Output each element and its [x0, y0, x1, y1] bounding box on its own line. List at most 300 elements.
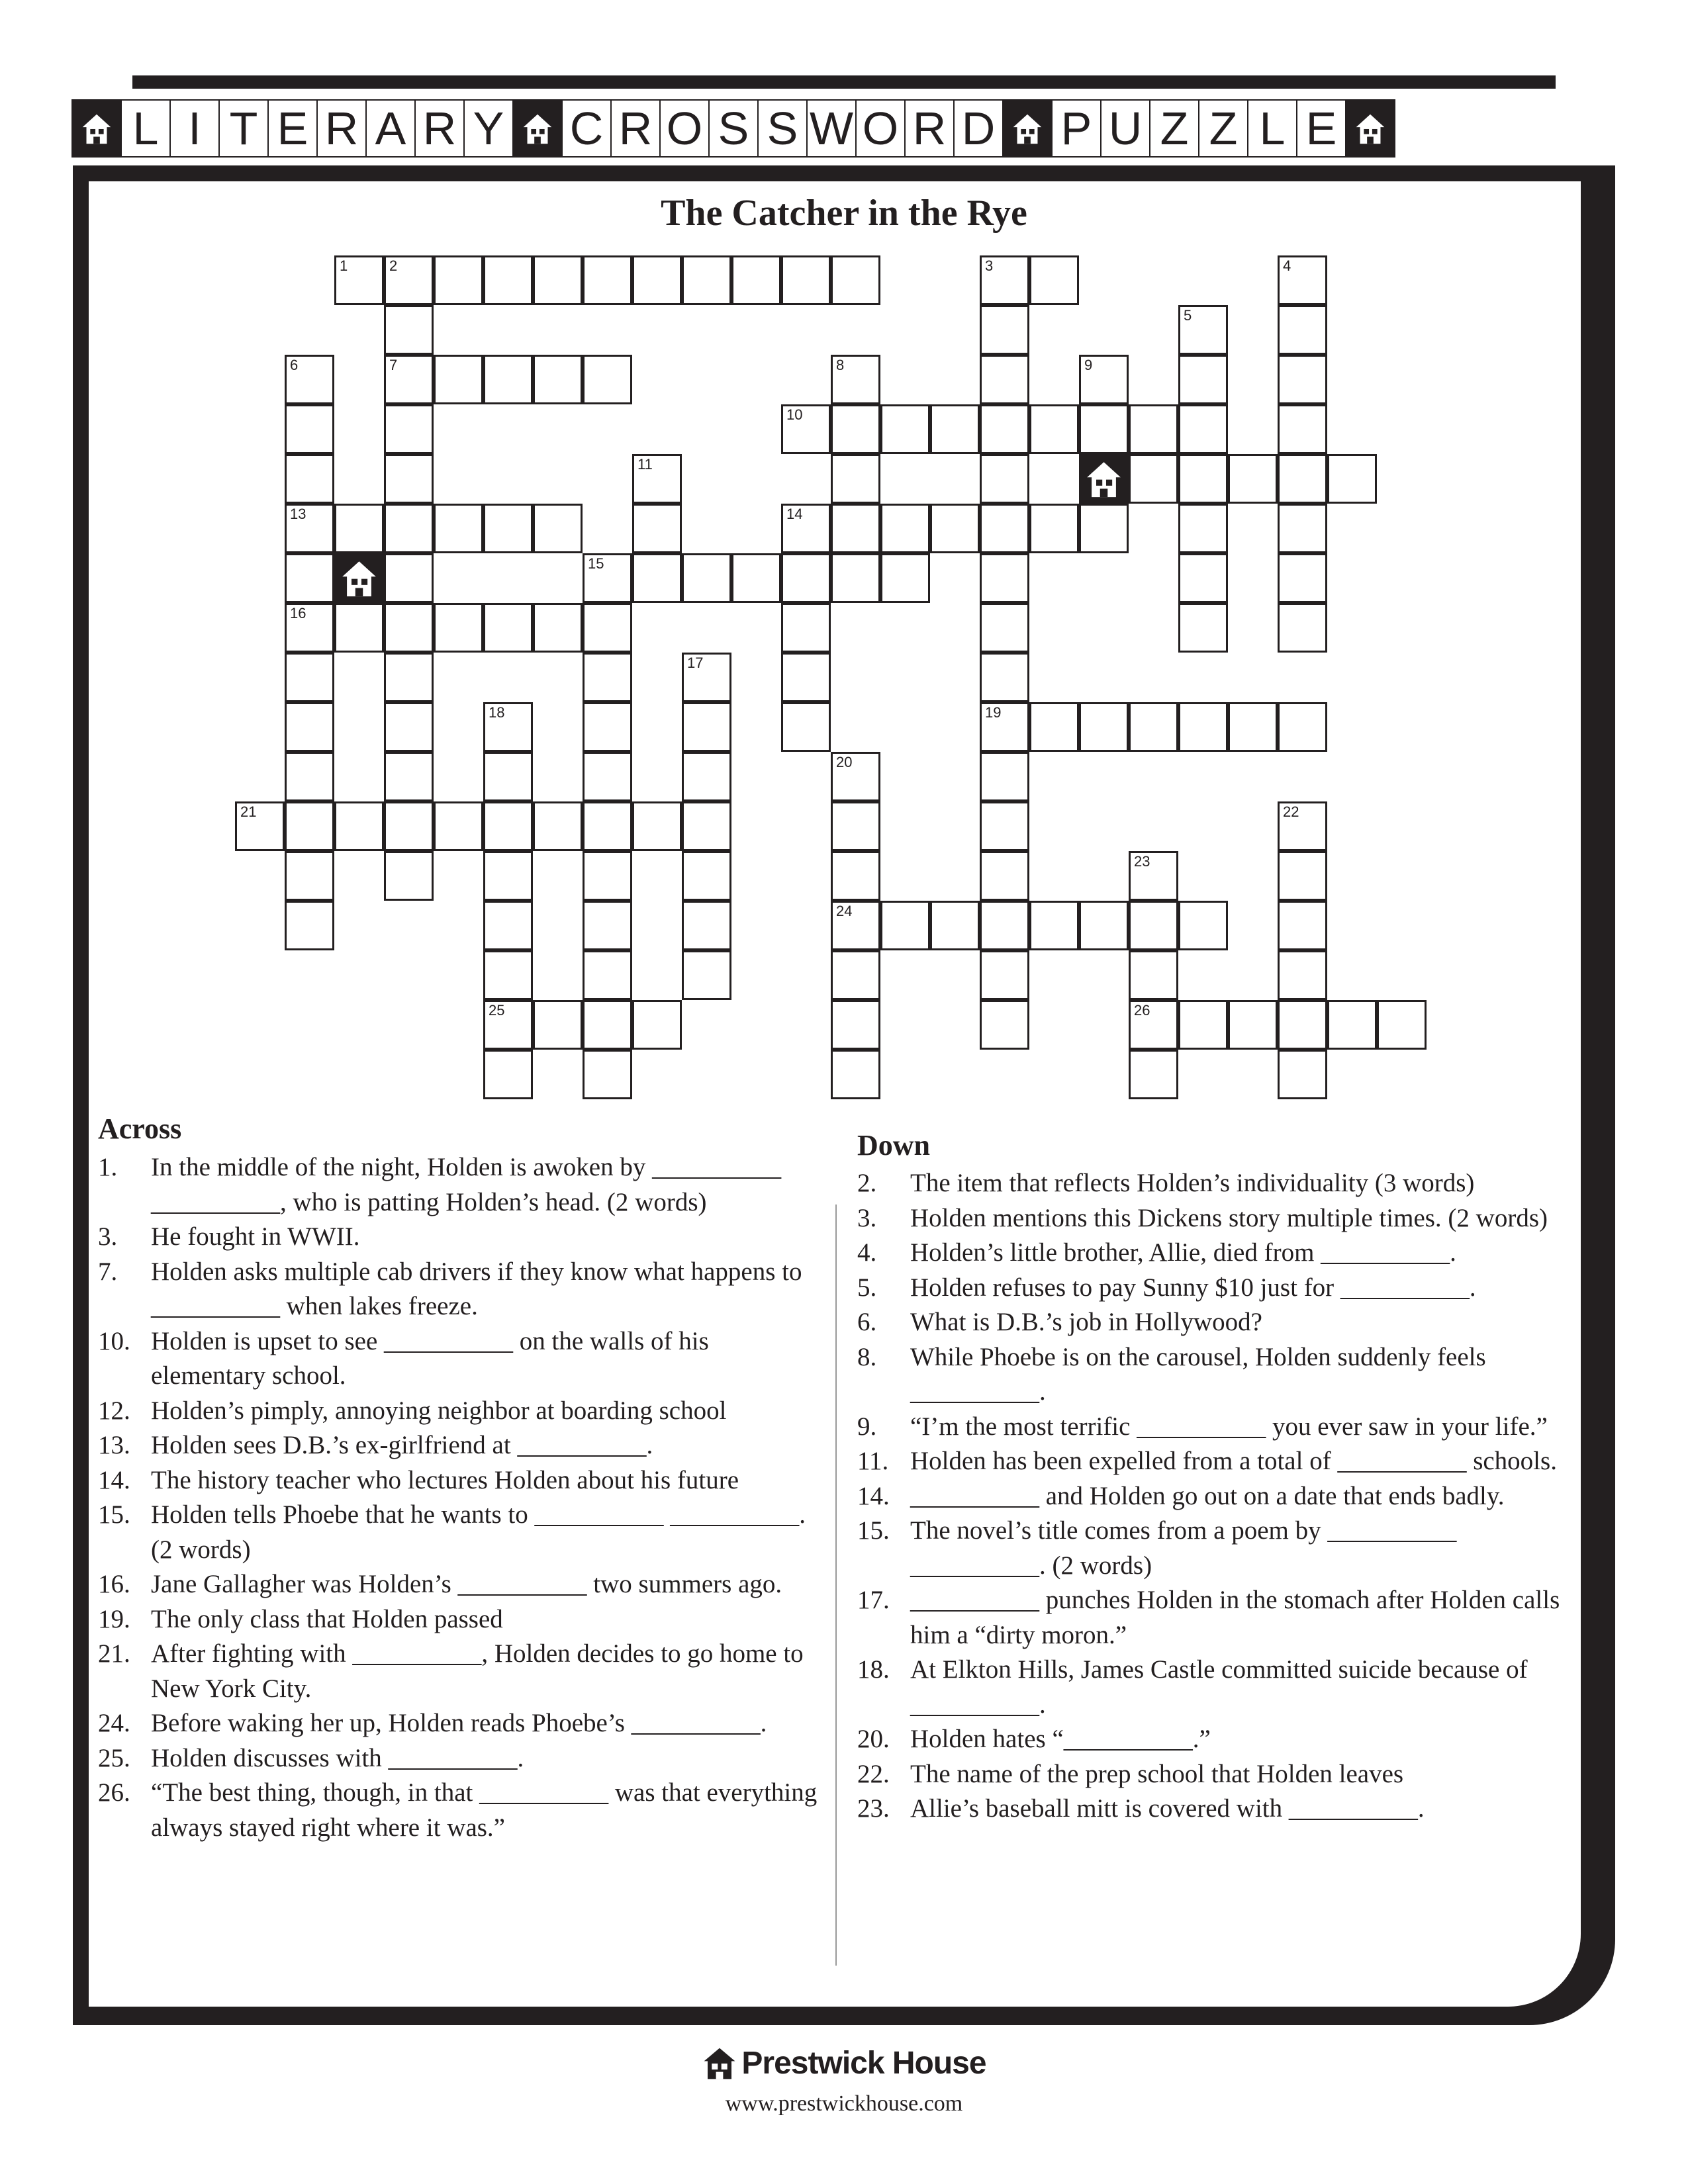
clue-number: 17	[687, 655, 704, 671]
banner-letter: L	[1247, 99, 1297, 158]
down-clue	[857, 1305, 1585, 1340]
grid-cell[interactable]	[1029, 255, 1079, 305]
grid-cell[interactable]	[1178, 454, 1228, 504]
grid-cell[interactable]	[831, 801, 880, 851]
clue-number: 5	[1184, 307, 1192, 324]
grid-cell[interactable]	[285, 801, 334, 851]
grid-cell[interactable]	[1079, 702, 1129, 752]
down-clue	[857, 1722, 1585, 1757]
banner-letter: O	[855, 99, 906, 158]
down-clue	[857, 1514, 1585, 1583]
clue-text: The history teacher who lectures Holden about his future	[151, 1465, 739, 1494]
grid-cell[interactable]	[980, 504, 1029, 553]
puzzle-title: The Catcher in the Rye	[661, 193, 1027, 234]
down-heading: Down	[857, 1129, 931, 1161]
grid-cell[interactable]	[731, 553, 781, 603]
grid-cell[interactable]	[980, 305, 1029, 355]
clue-text: Holden has been expelled from a total of __________ schools.	[910, 1447, 1557, 1475]
grid-cell[interactable]	[384, 603, 434, 653]
grid-cell[interactable]	[583, 255, 632, 305]
grid-cell[interactable]	[384, 504, 434, 553]
grid-cell[interactable]	[980, 901, 1029, 950]
across-clue	[98, 1602, 820, 1637]
grid-cell[interactable]	[483, 504, 533, 553]
clue-text: Holden tells Phoebe that he wants to __________ __________. (2 words)	[151, 1500, 806, 1564]
clue-number: 2	[389, 257, 398, 274]
footer-brand: Prestwick House	[741, 2046, 986, 2081]
grid-cell[interactable]	[1129, 454, 1178, 504]
grid-cell[interactable]	[781, 553, 831, 603]
grid-cell[interactable]	[632, 1000, 682, 1050]
prestwick-house-icon	[702, 2046, 737, 2081]
banner-letter: P	[1051, 99, 1102, 158]
grid-cell[interactable]	[483, 603, 533, 653]
banner-letter: Z	[1149, 99, 1199, 158]
grid-cell[interactable]	[831, 454, 880, 504]
grid-cell[interactable]	[781, 603, 831, 653]
grid-cell[interactable]	[831, 255, 880, 305]
down-clue	[857, 1236, 1585, 1271]
clue-text: After fighting with __________, Holden decides to go home to New York City.	[151, 1639, 804, 1703]
banner-letter: R	[316, 99, 367, 158]
clue-number: 1	[340, 257, 348, 274]
clue-number: 15	[588, 555, 604, 572]
grid-cell[interactable]	[434, 355, 483, 404]
grid-cell[interactable]	[980, 702, 1029, 752]
grid-cell[interactable]	[583, 355, 632, 404]
grid-cell[interactable]	[483, 851, 533, 901]
grid-cell[interactable]	[980, 454, 1029, 504]
grid-cell[interactable]	[831, 752, 880, 801]
clue-number-label: 5.	[857, 1273, 877, 1302]
clue-text: Holden hates “__________.”	[910, 1725, 1211, 1753]
grid-cell[interactable]	[384, 305, 434, 355]
across-clue	[98, 1394, 820, 1429]
grid-cell[interactable]	[1178, 404, 1228, 454]
clue-number: 9	[1084, 357, 1093, 373]
grid-cell[interactable]	[1029, 404, 1079, 454]
grid-cell[interactable]	[533, 801, 583, 851]
clue-number-label: 13.	[98, 1431, 130, 1459]
grid-cell[interactable]	[1278, 355, 1327, 404]
clue-number: 23	[1134, 853, 1150, 870]
banner-letter: E	[267, 99, 318, 158]
grid-cell[interactable]	[583, 603, 632, 653]
clue-number-label: 21.	[98, 1639, 130, 1668]
grid-cell[interactable]	[1129, 1000, 1178, 1050]
grid-cell[interactable]	[285, 355, 334, 404]
grid-cell[interactable]	[583, 1000, 632, 1050]
grid-cell[interactable]	[781, 702, 831, 752]
grid-cell[interactable]	[1129, 901, 1178, 950]
grid-cell[interactable]	[831, 901, 880, 950]
grid-cell[interactable]	[1278, 404, 1327, 454]
grid-cell[interactable]	[980, 603, 1029, 653]
grid-cell[interactable]	[980, 1000, 1029, 1050]
grid-cell[interactable]	[384, 553, 434, 603]
grid-cell[interactable]	[1278, 1000, 1327, 1050]
grid-cell[interactable]	[384, 404, 434, 454]
grid-cell[interactable]	[1129, 1050, 1178, 1099]
prestwick-house-icon	[1079, 454, 1129, 504]
across-clue	[98, 1498, 820, 1567]
grid-cell[interactable]	[930, 504, 980, 553]
grid-cell[interactable]	[483, 255, 533, 305]
clue-number: 10	[786, 406, 803, 423]
grid-cell[interactable]	[483, 950, 533, 1000]
banner-letter: W	[806, 99, 857, 158]
grid-cell[interactable]	[434, 603, 483, 653]
grid-cell[interactable]	[731, 255, 781, 305]
grid-cell[interactable]	[1278, 305, 1327, 355]
grid-cell[interactable]	[483, 901, 533, 950]
grid-cell[interactable]	[334, 255, 384, 305]
grid-cell[interactable]	[1029, 504, 1079, 553]
grid-cell[interactable]	[1327, 1000, 1377, 1050]
clue-text: Holden’s pimply, annoying neighbor at boarding school	[151, 1396, 727, 1425]
clue-text: Holden sees D.B.’s ex-girlfriend at __________.	[151, 1431, 653, 1459]
banner-letter: T	[218, 99, 269, 158]
clue-number-label: 7.	[98, 1257, 118, 1286]
down-clue	[857, 1653, 1585, 1722]
down-clue	[857, 1444, 1585, 1479]
grid-cell[interactable]	[583, 553, 632, 603]
clue-text: “I’m the most terrific __________ you ever saw in your life.”	[910, 1412, 1548, 1441]
grid-cell[interactable]	[384, 801, 434, 851]
clue-text: He fought in WWII.	[151, 1222, 360, 1251]
grid-cell[interactable]	[384, 702, 434, 752]
grid-cell[interactable]	[334, 801, 384, 851]
grid-cell[interactable]	[334, 504, 384, 553]
grid-cell[interactable]	[1228, 454, 1278, 504]
clue-text: The name of the prep school that Holden leaves	[910, 1759, 1404, 1788]
banner-letter: L	[120, 99, 171, 158]
grid-cell[interactable]	[980, 950, 1029, 1000]
grid-cell[interactable]	[533, 1000, 583, 1050]
banner-letter: U	[1100, 99, 1150, 158]
grid-cell[interactable]	[583, 801, 632, 851]
grid-cell[interactable]	[632, 504, 682, 553]
grid-cell[interactable]	[831, 851, 880, 901]
across-clue	[98, 1324, 820, 1394]
grid-cell[interactable]	[384, 851, 434, 901]
down-clue	[857, 1410, 1585, 1445]
clue-number: 7	[389, 357, 398, 373]
grid-cell[interactable]	[1079, 404, 1129, 454]
grid-cell[interactable]	[682, 702, 731, 752]
grid-cell[interactable]	[285, 851, 334, 901]
grid-cell[interactable]	[781, 404, 831, 454]
grid-cell[interactable]	[1178, 553, 1228, 603]
grid-cell[interactable]	[930, 901, 980, 950]
banner-letter: D	[953, 99, 1004, 158]
grid-cell[interactable]	[235, 801, 285, 851]
banner-letter: Z	[1198, 99, 1248, 158]
clue-text: Holden refuses to pay Sunny $10 just for __________.	[910, 1273, 1476, 1302]
grid-cell[interactable]	[285, 553, 334, 603]
grid-cell[interactable]	[285, 702, 334, 752]
grid-cell[interactable]	[1178, 355, 1228, 404]
grid-cell[interactable]	[880, 404, 930, 454]
grid-cell[interactable]	[1178, 305, 1228, 355]
grid-cell[interactable]	[1178, 603, 1228, 653]
grid-cell[interactable]	[285, 504, 334, 553]
across-clue	[98, 1567, 820, 1602]
grid-cell[interactable]	[583, 901, 632, 950]
clue-text: In the middle of the night, Holden is awoken by __________ __________, who is patting Holden’s head. (2 words)	[151, 1153, 782, 1216]
grid-cell[interactable]	[682, 801, 731, 851]
grid-cell[interactable]	[1377, 1000, 1427, 1050]
footer-logo[interactable]	[0, 2045, 1688, 2085]
grid-cell[interactable]	[533, 504, 583, 553]
grid-cell[interactable]	[434, 255, 483, 305]
grid-cell[interactable]	[285, 404, 334, 454]
clue-text: The novel’s title comes from a poem by __________ __________. (2 words)	[910, 1516, 1457, 1580]
clue-number-label: 4.	[857, 1238, 877, 1267]
grid-cell[interactable]	[1178, 1000, 1228, 1050]
grid-cell[interactable]	[384, 454, 434, 504]
grid-cell[interactable]	[583, 851, 632, 901]
grid-cell[interactable]	[1178, 702, 1228, 752]
grid-cell[interactable]	[1129, 404, 1178, 454]
clue-number-label: 6.	[857, 1308, 877, 1336]
clue-number-label: 25.	[98, 1743, 130, 1772]
grid-cell[interactable]	[285, 603, 334, 653]
clue-number: 25	[489, 1002, 505, 1019]
clue-number-label: 10.	[98, 1326, 130, 1355]
grid-cell[interactable]	[980, 355, 1029, 404]
clue-text: What is D.B.’s job in Hollywood?	[910, 1308, 1262, 1336]
grid-cell[interactable]	[980, 851, 1029, 901]
banner-letter: Y	[463, 99, 514, 158]
grid-cell[interactable]	[285, 454, 334, 504]
clue-text: “The best thing, though, in that __________ was that everything always stayed right where it was.”	[151, 1778, 818, 1842]
grid-cell[interactable]	[682, 851, 731, 901]
grid-cell[interactable]	[285, 901, 334, 950]
clue-number-label: 17.	[857, 1586, 890, 1614]
clue-number: 22	[1283, 803, 1299, 820]
grid-cell[interactable]	[880, 504, 930, 553]
clue-number-label: 18.	[857, 1655, 890, 1684]
banner-letter: O	[659, 99, 710, 158]
grid-cell[interactable]	[1278, 851, 1327, 901]
grid-cell[interactable]	[1278, 901, 1327, 950]
grid-cell[interactable]	[583, 702, 632, 752]
grid-cell[interactable]	[1178, 504, 1228, 553]
clue-text: Jane Gallagher was Holden’s __________ two summers ago.	[151, 1570, 782, 1598]
clue-number: 21	[240, 803, 257, 820]
across-clue	[98, 1741, 820, 1776]
grid-cell[interactable]	[632, 553, 682, 603]
grid-cell[interactable]	[1079, 901, 1129, 950]
grid-cell[interactable]	[1079, 355, 1129, 404]
grid-cell[interactable]	[483, 702, 533, 752]
grid-cell[interactable]	[1178, 901, 1228, 950]
grid-cell[interactable]	[533, 603, 583, 653]
clue-text: Holden asks multiple cab drivers if they know what happens to __________ when lakes freeze.	[151, 1257, 802, 1320]
grid-cell[interactable]	[1278, 553, 1327, 603]
grid-cell[interactable]	[1278, 1050, 1327, 1099]
grid-cell[interactable]	[384, 752, 434, 801]
grid-cell[interactable]	[831, 1000, 880, 1050]
grid-cell[interactable]	[1327, 454, 1377, 504]
grid-cell[interactable]	[1278, 702, 1327, 752]
prestwick-house-icon	[334, 553, 384, 603]
across-clue	[98, 1706, 820, 1741]
grid-cell[interactable]	[1278, 801, 1327, 851]
grid-cell[interactable]	[980, 653, 1029, 702]
down-clue	[857, 1271, 1585, 1306]
grid-cell[interactable]	[980, 255, 1029, 305]
clue-number-label: 11.	[857, 1447, 889, 1475]
clue-number: 14	[786, 506, 803, 522]
grid-cell[interactable]	[831, 404, 880, 454]
down-clue	[857, 1757, 1585, 1792]
clue-number-label: 23.	[857, 1794, 890, 1823]
clue-number-label: 1.	[98, 1153, 118, 1181]
grid-cell[interactable]	[632, 255, 682, 305]
grid-cell[interactable]	[682, 901, 731, 950]
grid-cell[interactable]	[583, 653, 632, 702]
grid-cell[interactable]	[781, 653, 831, 702]
grid-cell[interactable]	[533, 255, 583, 305]
across-clue	[98, 1463, 820, 1498]
down-clue	[857, 1166, 1585, 1201]
clue-number: 18	[489, 704, 505, 721]
across-heading: Across	[98, 1113, 182, 1145]
down-clue-list	[857, 1166, 1585, 1827]
clue-text: __________ punches Holden in the stomach after Holden calls him a “dirty moron.”	[910, 1586, 1560, 1649]
grid-cell[interactable]	[1129, 851, 1178, 901]
down-clue	[857, 1479, 1585, 1514]
clue-number: 26	[1134, 1002, 1150, 1019]
clue-number-label: 19.	[98, 1604, 130, 1633]
grid-cell[interactable]	[880, 553, 930, 603]
grid-cell[interactable]	[583, 752, 632, 801]
grid-cell[interactable]	[483, 1000, 533, 1050]
grid-cell[interactable]	[1228, 702, 1278, 752]
grid-cell[interactable]	[285, 653, 334, 702]
clue-number: 11	[637, 456, 653, 473]
grid-cell[interactable]	[831, 553, 880, 603]
grid-cell[interactable]	[682, 553, 731, 603]
grid-cell[interactable]	[1228, 1000, 1278, 1050]
grid-cell[interactable]	[1129, 950, 1178, 1000]
grid-cell[interactable]	[533, 355, 583, 404]
across-clue-list	[98, 1150, 820, 1845]
grid-cell[interactable]	[1029, 901, 1079, 950]
clue-text: At Elkton Hills, James Castle committed suicide because of __________.	[910, 1655, 1528, 1719]
clue-number-label: 20.	[857, 1725, 890, 1753]
grid-cell[interactable]	[831, 1050, 880, 1099]
banner-letter: S	[757, 99, 808, 158]
column-divider	[835, 1205, 837, 1966]
grid-cell[interactable]	[980, 404, 1029, 454]
grid-cell[interactable]	[880, 901, 930, 950]
grid-cell[interactable]	[1278, 454, 1327, 504]
grid-cell[interactable]	[483, 355, 533, 404]
grid-cell[interactable]	[682, 752, 731, 801]
clue-number: 8	[836, 357, 845, 373]
grid-cell[interactable]	[583, 1050, 632, 1099]
clue-number-label: 9.	[857, 1412, 877, 1441]
grid-cell[interactable]	[682, 950, 731, 1000]
banner-letter: E	[1296, 99, 1346, 158]
clue-number-label: 12.	[98, 1396, 130, 1425]
grid-cell[interactable]	[483, 1050, 533, 1099]
clue-text: While Phoebe is on the carousel, Holden suddenly feels __________.	[910, 1342, 1486, 1406]
grid-cell[interactable]	[1278, 603, 1327, 653]
grid-cell[interactable]	[384, 355, 434, 404]
clue-text: The only class that Holden passed	[151, 1604, 503, 1633]
grid-cell[interactable]	[980, 553, 1029, 603]
grid-cell[interactable]	[831, 504, 880, 553]
grid-cell[interactable]	[1079, 504, 1129, 553]
grid-cell[interactable]	[682, 653, 731, 702]
grid-cell[interactable]	[1278, 950, 1327, 1000]
grid-cell[interactable]	[483, 801, 533, 851]
banner-letter: A	[365, 99, 416, 158]
grid-cell[interactable]	[831, 950, 880, 1000]
grid-cell[interactable]	[980, 801, 1029, 851]
clue-number: 6	[290, 357, 299, 373]
grid-cell[interactable]	[434, 801, 483, 851]
clue-number-label: 22.	[857, 1759, 890, 1788]
grid-cell[interactable]	[1278, 255, 1327, 305]
grid-cell[interactable]	[285, 752, 334, 801]
down-clue	[857, 1340, 1585, 1410]
clue-number: 16	[290, 605, 306, 621]
clue-number-label: 2.	[857, 1169, 877, 1197]
banner-letter: R	[610, 99, 661, 158]
clue-text: Holden mentions this Dickens story multiple times. (2 words)	[910, 1203, 1548, 1232]
grid-cell[interactable]	[781, 504, 831, 553]
grid-cell[interactable]	[583, 950, 632, 1000]
grid-cell[interactable]	[682, 255, 731, 305]
banner-letter: S	[708, 99, 759, 158]
grid-cell[interactable]	[483, 752, 533, 801]
across-clue	[98, 1428, 820, 1463]
across-clue	[98, 1637, 820, 1706]
clue-number-label: 26.	[98, 1778, 130, 1807]
grid-cell[interactable]	[434, 504, 483, 553]
grid-cell[interactable]	[781, 255, 831, 305]
clue-number-label: 15.	[98, 1500, 130, 1529]
clue-number: 20	[836, 754, 853, 770]
across-clue	[98, 1255, 820, 1324]
grid-cell[interactable]	[632, 454, 682, 504]
grid-cell[interactable]	[1029, 702, 1079, 752]
clue-number-label: 15.	[857, 1516, 890, 1545]
across-clue	[98, 1220, 820, 1255]
grid-cell[interactable]	[1129, 702, 1178, 752]
grid-cell[interactable]	[334, 603, 384, 653]
grid-cell[interactable]	[1278, 504, 1327, 553]
grid-cell[interactable]	[384, 653, 434, 702]
grid-cell[interactable]	[930, 404, 980, 454]
grid-cell[interactable]	[831, 355, 880, 404]
grid-cell[interactable]	[384, 255, 434, 305]
clue-number-label: 3.	[98, 1222, 118, 1251]
across-clue	[98, 1150, 820, 1220]
clue-number: 24	[836, 903, 853, 919]
grid-cell[interactable]	[980, 752, 1029, 801]
grid-cell[interactable]	[632, 801, 682, 851]
clue-number: 19	[985, 704, 1002, 721]
down-clue	[857, 1583, 1585, 1653]
banner-letter: R	[414, 99, 465, 158]
footer-url[interactable]: www.prestwickhouse.com	[725, 2091, 963, 2116]
